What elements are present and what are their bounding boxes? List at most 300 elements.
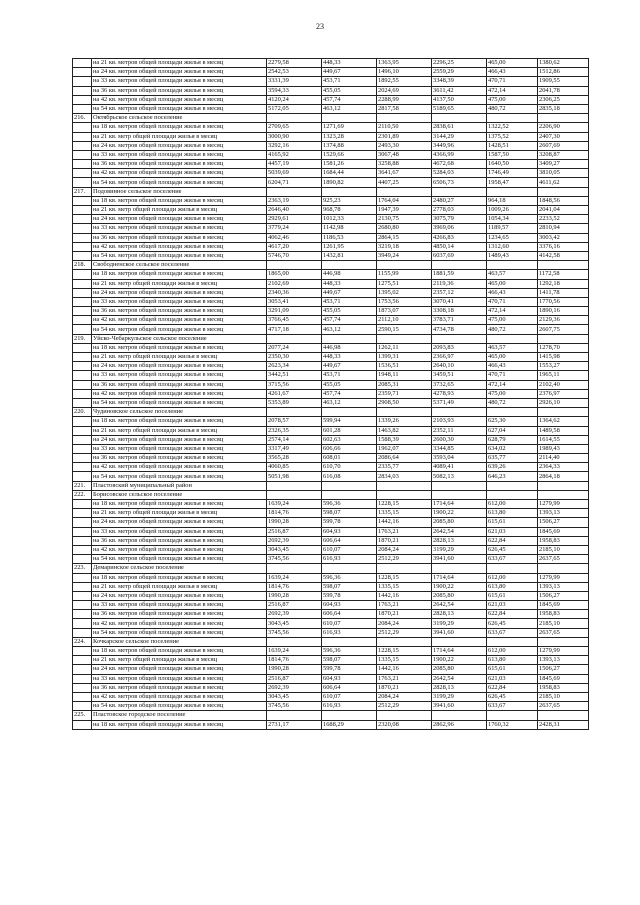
settlement-name: Борисовское сельское поселение: [92, 490, 267, 499]
table-row: [73, 132, 589, 141]
value-cell: 2929,61: [267, 215, 322, 224]
table-row: [73, 343, 589, 352]
row-index: [73, 196, 92, 205]
table-row: [73, 95, 589, 104]
value-cell: 1380,62: [538, 59, 589, 68]
value-cell: 1845,69: [538, 674, 589, 683]
value-cell: 465,00: [487, 353, 538, 362]
value-cell: 2428,31: [538, 720, 589, 729]
row-label: на 54 кв. метров общей площади жилья в месяц: [92, 398, 267, 407]
value-cell: 453,71: [322, 371, 377, 380]
value-cell: 2114,40: [538, 454, 589, 463]
table-row: [73, 104, 589, 113]
row-index: [73, 674, 92, 683]
value-cell: 610,07: [322, 619, 377, 628]
row-index: [73, 316, 92, 325]
tariff-table: [72, 58, 589, 730]
value-cell: 2817,58: [377, 104, 432, 113]
table-row: [73, 242, 589, 251]
value-cell: 1614,55: [538, 435, 589, 444]
row-index: [73, 215, 92, 224]
value-cell: 475,00: [487, 389, 538, 398]
value-cell: 613,80: [487, 656, 538, 665]
value-cell: 5051,98: [267, 472, 322, 481]
value-cell: 1463,82: [377, 426, 432, 435]
value-cell: 3783,71: [432, 316, 487, 325]
value-cell: 1442,16: [377, 665, 432, 674]
value-cell: 1990,28: [267, 518, 322, 527]
value-cell: 5284,03: [432, 169, 487, 178]
row-index: [73, 251, 92, 260]
value-cell: 2085,80: [432, 518, 487, 527]
value-cell: 2810,94: [538, 224, 589, 233]
value-cell: 1763,21: [377, 601, 432, 610]
value-cell: 1335,15: [377, 509, 432, 518]
value-cell: 472,14: [487, 307, 538, 316]
row-label: на 33 кв. метров общей площади жилья в месяц: [92, 527, 267, 536]
table-row: [73, 509, 589, 518]
row-label: на 33 кв. метров общей площади жилья в месяц: [92, 674, 267, 683]
value-cell: 472,14: [487, 86, 538, 95]
value-cell: 1989,43: [538, 444, 589, 453]
value-cell: 601,28: [322, 426, 377, 435]
value-cell: 1587,50: [487, 150, 538, 159]
value-cell: 1746,49: [487, 169, 538, 178]
row-label: на 24 кв. метров общей площади жилья в месяц: [92, 591, 267, 600]
value-cell: 2041,04: [538, 206, 589, 215]
row-label: на 21 кв. метр общей площади жилья в месяц: [92, 206, 267, 215]
value-cell: [538, 490, 589, 499]
value-cell: 455,05: [322, 380, 377, 389]
table-row: [73, 141, 589, 150]
value-cell: 634,02: [487, 444, 538, 453]
value-cell: 2835,18: [538, 104, 589, 113]
value-cell: 2301,89: [377, 132, 432, 141]
value-cell: 596,36: [322, 647, 377, 656]
value-cell: 5082,13: [432, 472, 487, 481]
value-cell: 1640,50: [487, 160, 538, 169]
row-label: на 42 кв. метров общей площади жилья в месяц: [92, 463, 267, 472]
table-row: [73, 454, 589, 463]
settlement-name: Чудиновское сельское поселение: [92, 408, 267, 417]
value-cell: 2493,30: [377, 141, 432, 150]
table-row: [73, 325, 589, 334]
value-cell: 1275,51: [377, 279, 432, 288]
value-cell: [267, 711, 322, 720]
row-index: [73, 545, 92, 554]
table-row: [73, 215, 589, 224]
value-cell: 599,78: [322, 665, 377, 674]
value-cell: 4120,24: [267, 95, 322, 104]
value-cell: 1228,15: [377, 573, 432, 582]
value-cell: 2233,52: [538, 215, 589, 224]
value-cell: 925,23: [322, 196, 377, 205]
value-cell: 2542,53: [267, 68, 322, 77]
table-row: [73, 417, 589, 426]
table-row: [73, 316, 589, 325]
value-cell: 2516,87: [267, 601, 322, 610]
row-index: [73, 665, 92, 674]
value-cell: 3442,51: [267, 371, 322, 380]
value-cell: 4142,58: [538, 251, 589, 260]
value-cell: 1990,28: [267, 665, 322, 674]
settlement-name: Уйско-Чебаркульское сельское поселение: [92, 334, 267, 343]
value-cell: 463,12: [322, 104, 377, 113]
value-cell: 598,07: [322, 656, 377, 665]
value-cell: 615,61: [487, 591, 538, 600]
value-cell: [538, 261, 589, 270]
value-cell: 2637,65: [538, 628, 589, 637]
value-cell: 598,07: [322, 582, 377, 591]
value-cell: 606,66: [322, 444, 377, 453]
row-label: на 24 кв. метров общей площади жилья в месяц: [92, 141, 267, 150]
value-cell: 4366,99: [432, 150, 487, 159]
value-cell: 613,80: [487, 509, 538, 518]
value-cell: 2084,24: [377, 692, 432, 701]
value-cell: 1312,60: [487, 242, 538, 251]
value-cell: 1271,69: [322, 123, 377, 132]
row-label: на 21 кв. метр общей площади жилья в месяц: [92, 509, 267, 518]
value-cell: [322, 334, 377, 343]
value-cell: 1900,22: [432, 582, 487, 591]
value-cell: 4266,83: [432, 233, 487, 242]
value-cell: 1186,53: [322, 233, 377, 242]
value-cell: 1870,21: [377, 610, 432, 619]
table-row: [73, 656, 589, 665]
value-cell: 1395,02: [377, 288, 432, 297]
value-cell: 3308,18: [432, 307, 487, 316]
value-cell: 622,84: [487, 683, 538, 692]
value-cell: [377, 261, 432, 270]
value-cell: 2352,11: [432, 426, 487, 435]
value-cell: [322, 114, 377, 123]
value-cell: 3941,60: [432, 702, 487, 711]
value-cell: 3348,39: [432, 77, 487, 86]
value-cell: 5746,70: [267, 251, 322, 260]
value-cell: 3745,56: [267, 628, 322, 637]
value-cell: 1553,27: [538, 362, 589, 371]
value-cell: 1581,26: [322, 160, 377, 169]
value-cell: 480,72: [487, 104, 538, 113]
value-cell: 2359,71: [377, 389, 432, 398]
table-row: [73, 389, 589, 398]
section-row: [73, 408, 589, 417]
value-cell: 613,80: [487, 582, 538, 591]
value-cell: 472,14: [487, 380, 538, 389]
value-cell: 448,33: [322, 353, 377, 362]
value-cell: 615,61: [487, 665, 538, 674]
value-cell: [322, 711, 377, 720]
table-row: [73, 150, 589, 159]
value-cell: 1958,83: [538, 683, 589, 692]
value-cell: 3344,85: [432, 444, 487, 453]
table-row: [73, 601, 589, 610]
row-index: [73, 343, 92, 352]
value-cell: 4278,93: [432, 389, 487, 398]
value-cell: 2130,75: [377, 215, 432, 224]
value-cell: 446,98: [322, 343, 377, 352]
value-cell: 1442,16: [377, 591, 432, 600]
row-label: на 36 кв. метров общей площади жилья в месяц: [92, 683, 267, 692]
value-cell: 453,71: [322, 297, 377, 306]
row-index: 222.: [73, 490, 92, 499]
value-cell: 2828,13: [432, 536, 487, 545]
value-cell: 1900,22: [432, 509, 487, 518]
value-cell: 2364,33: [538, 463, 589, 472]
table-row: [73, 307, 589, 316]
value-cell: 1278,70: [538, 343, 589, 352]
value-cell: 1763,21: [377, 527, 432, 536]
value-cell: 4734,78: [432, 325, 487, 334]
value-cell: [377, 637, 432, 646]
row-label: на 36 кв. метров общей площади жилья в месяц: [92, 160, 267, 169]
row-index: [73, 150, 92, 159]
row-label: на 21 кв. метр общей площади жилья в месяц: [92, 132, 267, 141]
value-cell: 1432,81: [322, 251, 377, 260]
value-cell: 3611,42: [432, 86, 487, 95]
value-cell: 1890,16: [538, 307, 589, 316]
value-cell: 2185,10: [538, 545, 589, 554]
value-cell: 470,71: [487, 371, 538, 380]
value-cell: 1714,64: [432, 573, 487, 582]
value-cell: 604,93: [322, 527, 377, 536]
value-cell: 1189,57: [487, 224, 538, 233]
value-cell: 1958,83: [538, 610, 589, 619]
value-cell: 1892,55: [377, 77, 432, 86]
value-cell: 621,03: [487, 527, 538, 536]
table-row: [73, 702, 589, 711]
value-cell: 639,26: [487, 463, 538, 472]
value-cell: [538, 481, 589, 490]
row-label: на 24 кв. метров общей площади жилья в месяц: [92, 68, 267, 77]
value-cell: 1588,39: [377, 435, 432, 444]
value-cell: 3053,41: [267, 297, 322, 306]
value-cell: 448,33: [322, 59, 377, 68]
value-cell: 2926,10: [538, 398, 589, 407]
page-number: 23: [316, 22, 324, 31]
row-index: 219.: [73, 334, 92, 343]
value-cell: 2129,36: [538, 316, 589, 325]
value-cell: [377, 481, 432, 490]
value-cell: 622,84: [487, 536, 538, 545]
value-cell: 646,23: [487, 472, 538, 481]
value-cell: 1814,76: [267, 509, 322, 518]
value-cell: 1393,13: [538, 582, 589, 591]
row-label: на 18 кв. метров общей площади жилья в месяц: [92, 123, 267, 132]
value-cell: 626,45: [487, 692, 538, 701]
table-row: [73, 362, 589, 371]
row-label: на 54 кв. метров общей площади жилья в месяц: [92, 702, 267, 711]
value-cell: 4850,14: [432, 242, 487, 251]
value-cell: 2077,24: [267, 343, 322, 352]
value-cell: 2642,54: [432, 674, 487, 683]
value-cell: 3745,56: [267, 702, 322, 711]
value-cell: 1375,52: [487, 132, 538, 141]
value-cell: [377, 490, 432, 499]
value-cell: 2110,50: [377, 123, 432, 132]
value-cell: 3941,60: [432, 555, 487, 564]
value-cell: 3810,05: [538, 169, 589, 178]
value-cell: 610,07: [322, 692, 377, 701]
value-cell: 612,00: [487, 647, 538, 656]
value-cell: 2102,69: [267, 279, 322, 288]
section-row: [73, 564, 589, 573]
row-label: на 42 кв. метров общей площади жилья в месяц: [92, 692, 267, 701]
value-cell: [538, 114, 589, 123]
value-cell: 4672,68: [432, 160, 487, 169]
value-cell: [322, 637, 377, 646]
settlement-name: Пластовское городское поселение: [92, 711, 267, 720]
value-cell: [432, 490, 487, 499]
value-cell: 1323,28: [322, 132, 377, 141]
value-cell: 2112,10: [377, 316, 432, 325]
value-cell: 2085,80: [432, 665, 487, 674]
value-cell: 1335,15: [377, 582, 432, 591]
row-label: на 54 кв. метров общей площади жилья в месяц: [92, 104, 267, 113]
value-cell: 2279,58: [267, 59, 322, 68]
value-cell: 2516,87: [267, 527, 322, 536]
table-row: [73, 683, 589, 692]
value-cell: 446,98: [322, 270, 377, 279]
value-cell: 1965,11: [538, 371, 589, 380]
row-label: на 33 кв. метров общей площади жилья в месяц: [92, 371, 267, 380]
row-index: [73, 555, 92, 564]
table-row: [73, 224, 589, 233]
row-index: [73, 380, 92, 389]
value-cell: 4062,46: [267, 233, 322, 242]
table-row: [73, 628, 589, 637]
row-label: на 18 кв. метров общей площади жилья в месяц: [92, 500, 267, 509]
value-cell: 465,00: [487, 59, 538, 68]
value-cell: 1228,15: [377, 500, 432, 509]
value-cell: 2407,30: [538, 132, 589, 141]
value-cell: 4137,50: [432, 95, 487, 104]
value-cell: 1489,43: [487, 251, 538, 260]
value-cell: 2326,35: [267, 426, 322, 435]
table-row: [73, 178, 589, 187]
row-index: [73, 362, 92, 371]
value-cell: 626,45: [487, 619, 538, 628]
value-cell: 449,67: [322, 68, 377, 77]
row-index: [73, 610, 92, 619]
row-label: на 24 кв. метров общей площади жилья в месяц: [92, 362, 267, 371]
row-index: [73, 472, 92, 481]
value-cell: 1374,88: [322, 141, 377, 150]
row-index: [73, 270, 92, 279]
table-row: [73, 426, 589, 435]
value-cell: 2692,39: [267, 610, 322, 619]
table-row: [73, 160, 589, 169]
row-index: [73, 59, 92, 68]
row-label: на 33 кв. метров общей площади жилья в месяц: [92, 297, 267, 306]
value-cell: 964,18: [487, 196, 538, 205]
value-cell: 1512,86: [538, 68, 589, 77]
row-label: на 18 кв. метров общей площади жилья в месяц: [92, 270, 267, 279]
table-row: [73, 665, 589, 674]
row-label: на 18 кв. метров общей площади жилья в месяц: [92, 417, 267, 426]
value-cell: [377, 187, 432, 196]
row-index: [73, 500, 92, 509]
value-cell: 1489,58: [538, 426, 589, 435]
row-label: на 24 кв. метров общей площади жилья в месяц: [92, 665, 267, 674]
row-index: [73, 398, 92, 407]
value-cell: 633,67: [487, 702, 538, 711]
value-cell: 3070,41: [432, 297, 487, 306]
value-cell: 1292,18: [538, 279, 589, 288]
value-cell: 2366,97: [432, 353, 487, 362]
row-index: [73, 536, 92, 545]
value-cell: 1411,78: [538, 288, 589, 297]
value-cell: 615,61: [487, 518, 538, 527]
value-cell: 621,03: [487, 674, 538, 683]
value-cell: 3199,29: [432, 545, 487, 554]
row-index: [73, 601, 92, 610]
value-cell: 1279,99: [538, 573, 589, 582]
value-cell: 3003,42: [538, 233, 589, 242]
value-cell: 1753,56: [377, 297, 432, 306]
value-cell: 3292,16: [267, 141, 322, 150]
value-cell: [322, 187, 377, 196]
value-cell: 3331,39: [267, 77, 322, 86]
row-index: [73, 77, 92, 86]
table-row: [73, 527, 589, 536]
row-index: [73, 417, 92, 426]
row-label: на 33 кв. метров общей площади жилья в месяц: [92, 224, 267, 233]
settlement-name: Кочкарское сельское поселение: [92, 637, 267, 646]
value-cell: 633,67: [487, 628, 538, 637]
value-cell: 2838,61: [432, 123, 487, 132]
row-label: на 18 кв. метров общей площади жилья в месяц: [92, 720, 267, 729]
value-cell: 1684,44: [322, 169, 377, 178]
table-row: [73, 68, 589, 77]
value-cell: 1814,76: [267, 582, 322, 591]
value-cell: 5189,65: [432, 104, 487, 113]
value-cell: 3317,49: [267, 444, 322, 453]
row-index: [73, 619, 92, 628]
value-cell: 1399,31: [377, 353, 432, 362]
row-index: [73, 371, 92, 380]
value-cell: 2623,34: [267, 362, 322, 371]
value-cell: [487, 564, 538, 573]
value-cell: 604,93: [322, 674, 377, 683]
row-label: на 24 кв. метров общей площади жилья в месяц: [92, 435, 267, 444]
row-index: 225.: [73, 711, 92, 720]
row-label: на 54 кв. метров общей площади жилья в месяц: [92, 325, 267, 334]
value-cell: 1415,98: [538, 353, 589, 362]
table-row: [73, 169, 589, 178]
table-row: [73, 86, 589, 95]
row-label: на 42 кв. метров общей площади жилья в месяц: [92, 619, 267, 628]
value-cell: 3208,87: [538, 150, 589, 159]
value-cell: 1639,24: [267, 573, 322, 582]
value-cell: 1948,11: [377, 371, 432, 380]
table-row: [73, 77, 589, 86]
table-row: [73, 573, 589, 582]
value-cell: 2185,10: [538, 619, 589, 628]
value-cell: 1261,95: [322, 242, 377, 251]
value-cell: [538, 564, 589, 573]
row-label: на 21 кв. метр общей площади жилья в месяц: [92, 353, 267, 362]
value-cell: [377, 711, 432, 720]
value-cell: 602,63: [322, 435, 377, 444]
value-cell: 2085,80: [432, 591, 487, 600]
value-cell: 463,12: [322, 325, 377, 334]
section-row: [73, 637, 589, 646]
value-cell: 1009,26: [487, 206, 538, 215]
value-cell: 2828,13: [432, 610, 487, 619]
value-cell: 1529,66: [322, 150, 377, 159]
row-index: [73, 104, 92, 113]
